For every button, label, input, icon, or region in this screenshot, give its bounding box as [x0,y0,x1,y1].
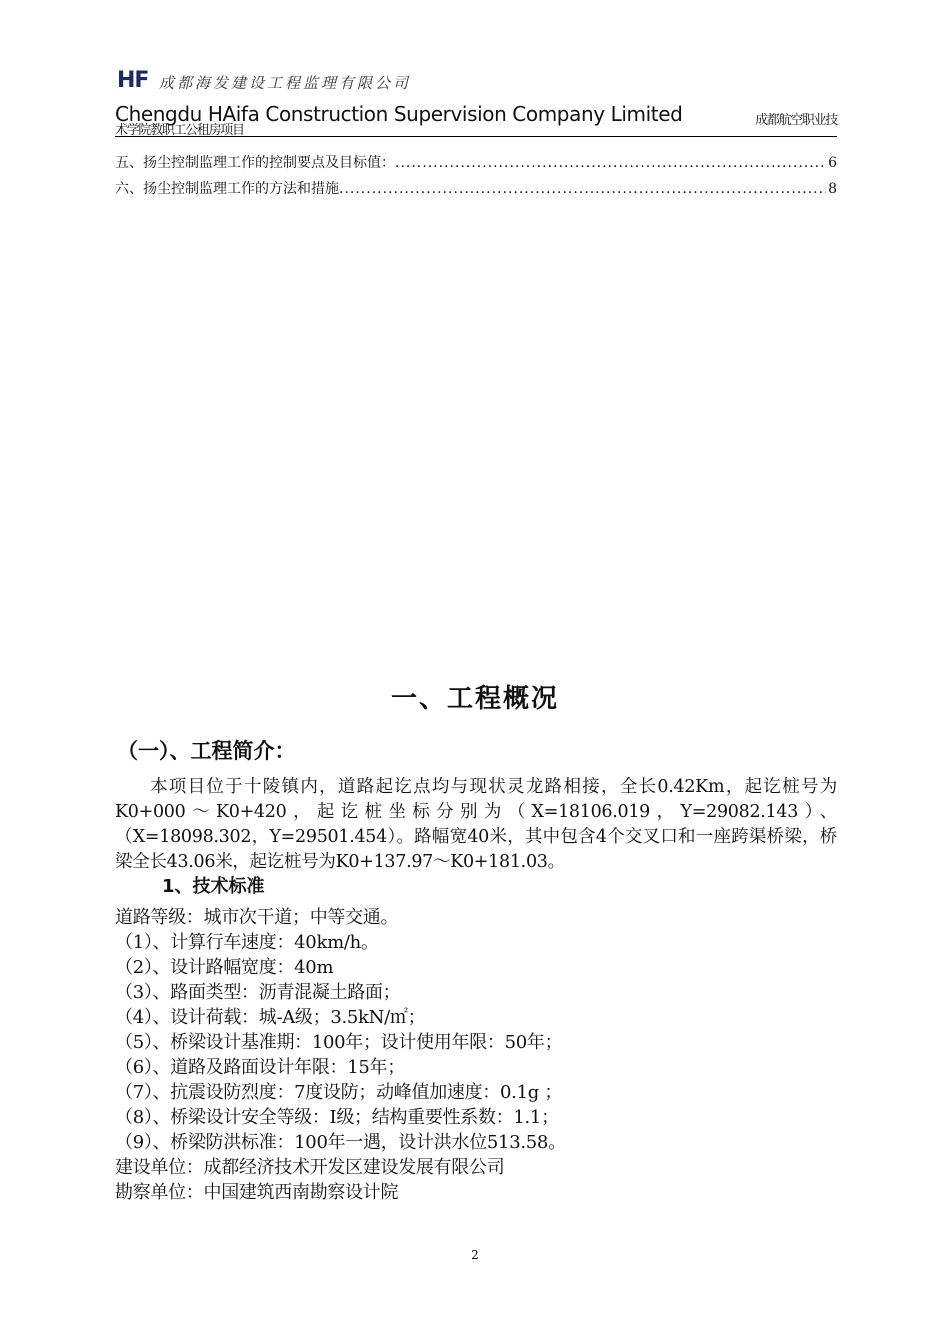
toc-entry[interactable] [115,150,837,176]
toc-entry-label: 五、扬尘控制监理工作的控制要点及目标值： [115,155,395,171]
spec-item: （9）、桥梁防洪标准：100年一遇，设计洪水位513.58。 [115,1132,566,1153]
spec-item: （5）、桥梁设计基准期：100年；设计使用年限：50年； [115,1032,563,1053]
spec-item: 道路等级：城市次干道；中等交通。 [115,907,399,928]
spec-item: （2）、设计路幅宽度：40m [115,957,334,978]
page-header [115,62,837,137]
spec-item: 建设单位：成都经济技术开发区建设发展有限公司 [115,1157,505,1178]
spec-item: （3）、路面类型：沥青混凝土路面； [115,982,401,1003]
toc-entry-label: 六、扬尘控制监理工作的方法和措施 [115,181,339,197]
spec-item: （1）、计算行车速度：40km/h。 [115,932,379,953]
spec-item: （6）、道路及路面设计年限：15年； [115,1057,405,1078]
tech-standard-heading: 1、技术标准 [162,876,265,897]
company-name-en: Chengdu HAifa Construction Supervision Company Limited [115,102,683,126]
toc-entry-page: 8 [828,181,837,197]
toc-entry[interactable] [115,176,837,202]
intro-paragraph: 本项目位于十陵镇内，道路起讫点均与现状灵龙路相接，全长0.42Km，起讫桩号为K0+000～K0+420，起讫桩坐标分别为（X=18106.019，Y=29082.143）、（X=18098.302，Y=29501.454）。路幅宽40米，其中包含4个交叉口和一座跨渠桥梁，桥梁全长43.06米，起讫桩号为K0+137.97～K0+181.03。 [115,777,837,872]
company-logo: HF [117,68,149,93]
table-of-contents [115,150,837,202]
intro-paragraph-block [115,775,837,875]
subsection-title: （一）、工程简介： [117,739,296,763]
spec-item: （7）、抗震设防烈度：7度设防；动峰值加速度：0.1g ； [115,1082,563,1103]
spec-item: 勘察单位：中国建筑西南勘察设计院 [115,1182,399,1203]
spec-item: （8）、桥梁设计安全等级：Ⅰ级；结构重要性系数：1.1； [115,1107,559,1128]
spec-list [115,905,566,1205]
toc-entry-page: 6 [828,155,837,171]
page-number: 2 [471,1248,479,1262]
project-name-part-1: 成都航空职业技 [755,113,837,128]
spec-item: （4）、设计荷载：城-A级；3.5kN/㎡； [115,1007,426,1028]
project-name-part-2: 术学院教职工公租房项目 [115,123,244,138]
company-name-cn: 成都海发建设工程监理有限公司 [159,74,412,92]
toc-leader-dots [395,150,826,176]
section-title: 一、工程概况 [390,684,559,714]
toc-leader-dots [339,176,826,202]
